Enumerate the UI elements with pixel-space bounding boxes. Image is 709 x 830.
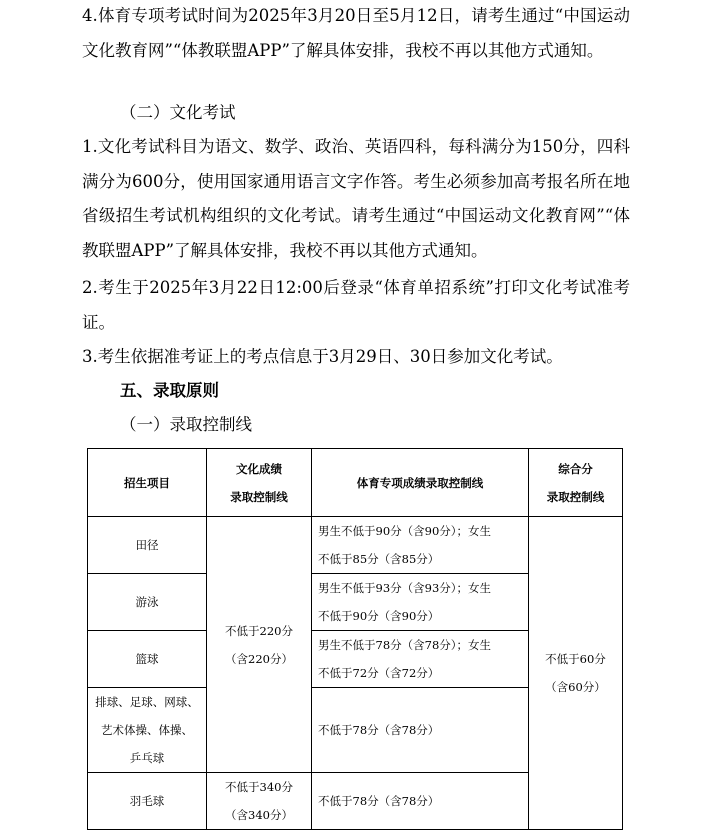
sports-track-line1: 男生不低于90分（含90分）；女生 (318, 524, 492, 538)
overall-merged-line1: 不低于60分 (545, 652, 606, 666)
cell-culture-badminton (207, 773, 312, 830)
culture-badminton-line1: 不低于340分 (225, 780, 293, 794)
table-row (88, 517, 623, 574)
cell-sports-ball-games: 不低于78分（含78分） (312, 688, 529, 773)
header-culture-line1: 文化成绩 (236, 461, 282, 476)
culture-merged-line1: 不低于220分 (225, 623, 293, 638)
table-header-row (88, 449, 623, 517)
project-ball-games-line1: 排球、足球、网球、 (95, 695, 199, 709)
cell-sports-badminton: 不低于78分（含78分） (312, 773, 529, 830)
admission-control-table (87, 448, 623, 830)
paragraph-exam-dates: 3.考生依据准考证上的考点信息于3月29日、30日参加文化考试。 (82, 347, 563, 366)
cell-overall-merged (529, 517, 623, 830)
cell-sports-basketball (312, 631, 529, 688)
cell-project-ball-games (88, 688, 207, 773)
header-project: 招生项目 (88, 449, 207, 517)
sports-track-line2: 不低于85分（含85分） (318, 552, 440, 566)
culture-merged-line2: （含220分） (225, 651, 293, 666)
cell-sports-track (312, 517, 529, 574)
sports-swimming-line2: 不低于90分（含90分） (318, 609, 440, 623)
cell-project-track: 田径 (88, 517, 207, 574)
sports-swimming-line1: 男生不低于93分（含93分）；女生 (318, 581, 492, 595)
project-ball-games-line3: 乒乓球 (129, 751, 165, 765)
culture-badminton-line2: （含340分） (225, 808, 293, 822)
overall-merged-line2: （含60分） (545, 680, 606, 694)
paragraph-sports-exam-time: 4.体育专项考试时间为2025年3月20日至5月12日，请考生通过“中国运动文化教育网”“体教联盟APP”了解具体安排，我校不再以其他方式通知。 (82, 6, 630, 60)
cell-sports-swimming (312, 574, 529, 631)
heading-admission-principles: 五、录取原则 (120, 381, 219, 400)
header-culture-line2: 录取控制线 (230, 489, 288, 504)
header-overall-line2: 录取控制线 (546, 489, 605, 504)
heading-culture-exam: （二）文化考试 (120, 103, 236, 122)
cell-project-swimming: 游泳 (88, 574, 207, 631)
heading-admission-control-line: （一）录取控制线 (120, 415, 252, 434)
paragraph-culture-subjects: 1.文化考试科目为语文、数学、政治、英语四科，每科满分为150分，四科满分为600分，使用国家通用语言文字作答。考生必须参加高考报名所在地省级招生考试机构组织的文化考试。请考生通过“中国运动文化教育网”“体教联盟APP”了解具体安排，我校不再以其他方式通知。 (82, 137, 630, 260)
paragraph-admission-ticket: 2.考生于2025年3月22日12:00后登录“体育单招系统”打印文化考试准考证。 (82, 278, 630, 332)
header-sports: 体育专项成绩录取控制线 (312, 449, 529, 517)
cell-culture-merged (207, 517, 312, 773)
sports-basketball-line2: 不低于72分（含72分） (318, 666, 440, 680)
header-overall-line1: 综合分 (558, 461, 593, 476)
project-ball-games-line2: 艺术体操、体操、 (101, 723, 193, 737)
sports-basketball-line1: 男生不低于78分（含78分）；女生 (318, 638, 492, 652)
cell-project-basketball: 篮球 (88, 631, 207, 688)
header-overall (529, 449, 623, 517)
header-culture (207, 449, 312, 517)
cell-project-badminton: 羽毛球 (88, 773, 207, 830)
